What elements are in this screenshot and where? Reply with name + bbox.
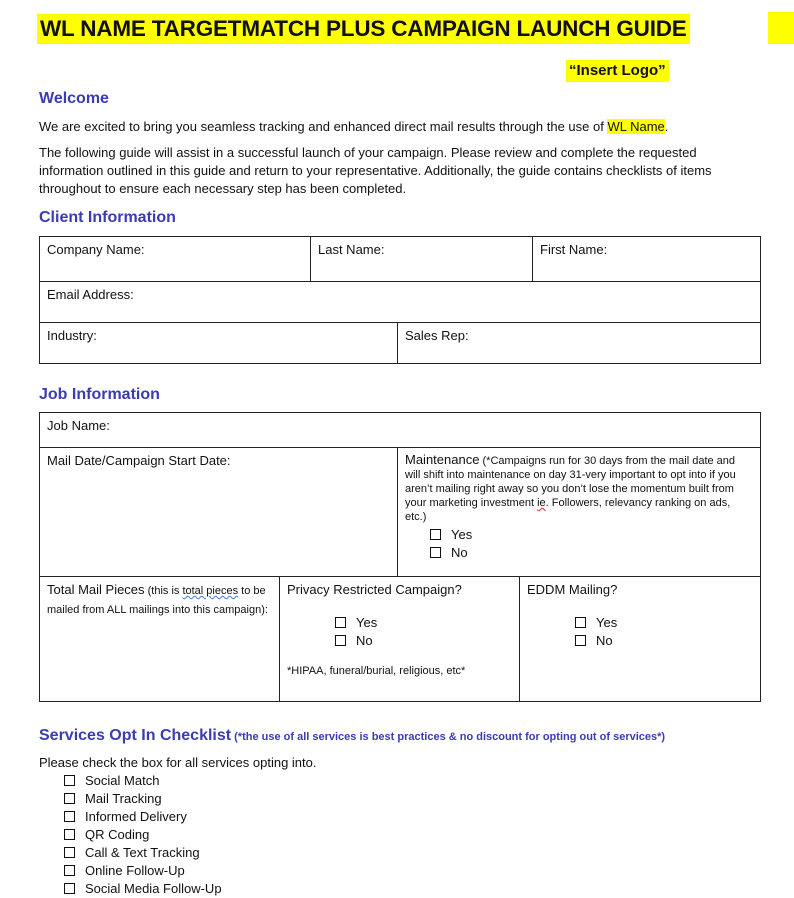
maintenance-yes-option[interactable] bbox=[430, 526, 753, 544]
mail-date-field[interactable]: Mail Date/Campaign Start Date: bbox=[40, 448, 398, 577]
service-label: Online Follow-Up bbox=[85, 863, 185, 878]
checkbox[interactable] bbox=[64, 811, 75, 822]
services-title: Services Opt In Checklist bbox=[39, 727, 232, 744]
maintenance-note-end: . Followers, relevancy ranking on ads, etc.) bbox=[405, 497, 731, 523]
service-option-call-text-tracking[interactable] bbox=[64, 844, 222, 862]
eddm-yes-option[interactable] bbox=[575, 614, 753, 632]
maintenance-label: Maintenance bbox=[405, 452, 480, 467]
service-label: QR Coding bbox=[85, 827, 150, 842]
option-label: No bbox=[596, 633, 613, 648]
job-name-field[interactable]: Job Name: bbox=[40, 413, 761, 448]
eddm-no-option[interactable] bbox=[575, 632, 753, 650]
last-name-field[interactable]: Last Name: bbox=[311, 237, 533, 282]
total-mail-note-end: to be mailed from ALL mailings into this campaign): bbox=[47, 585, 268, 616]
company-name-field[interactable]: Company Name: bbox=[40, 237, 311, 282]
page-title: WL NAME TARGETMATCH PLUS CAMPAIGN LAUNCH GUIDE bbox=[37, 14, 690, 44]
wl-name-highlight: WL Name bbox=[607, 119, 665, 134]
welcome-paragraph: The following guide will assist in a successful launch of your campaign. Please review and complete the requested information outlined in this guide and return to your representative. Additionally, the guide contains checklists of items throughout to ensure each necessary step has been completed. bbox=[39, 145, 712, 196]
checkbox[interactable] bbox=[64, 883, 75, 894]
service-option-online-follow-up[interactable] bbox=[64, 862, 222, 880]
privacy-yes-option[interactable] bbox=[335, 614, 512, 632]
welcome-heading: Welcome bbox=[39, 90, 109, 107]
checkbox[interactable] bbox=[430, 529, 441, 540]
eddm-label: EDDM Mailing? bbox=[527, 582, 618, 597]
checkbox[interactable] bbox=[64, 829, 75, 840]
services-checklist bbox=[64, 772, 222, 898]
service-label: Call & Text Tracking bbox=[85, 845, 200, 860]
checkbox[interactable] bbox=[64, 793, 75, 804]
checkbox[interactable] bbox=[335, 617, 346, 628]
total-mail-label: Total Mail Pieces bbox=[47, 582, 145, 597]
maintenance-note: (*Campaigns run for 30 days from the mail date and will shift into maintenance on day 31-very important to opt into if you aren’t mailing right away so you don’t lose the momentum built from your marketing investment bbox=[405, 455, 736, 509]
option-label: Yes bbox=[451, 527, 473, 542]
client-info-heading: Client Information bbox=[39, 209, 176, 226]
maintenance-description bbox=[405, 452, 753, 524]
services-heading bbox=[39, 727, 665, 745]
total-mail-note: (this is bbox=[144, 585, 183, 597]
service-label: Mail Tracking bbox=[85, 791, 162, 806]
privacy-no-option[interactable] bbox=[335, 632, 512, 650]
total-mail-pieces-field[interactable] bbox=[40, 577, 280, 702]
maintenance-no-option[interactable] bbox=[430, 544, 753, 562]
service-label: Informed Delivery bbox=[85, 809, 187, 824]
checkbox[interactable] bbox=[575, 635, 586, 646]
privacy-label: Privacy Restricted Campaign? bbox=[287, 582, 462, 597]
highlight-block bbox=[768, 12, 794, 44]
privacy-note: *HIPAA, funeral/burial, religious, etc* bbox=[287, 665, 466, 677]
option-label: No bbox=[356, 633, 373, 648]
service-label: Social Media Follow-Up bbox=[85, 881, 222, 896]
checkbox[interactable] bbox=[64, 775, 75, 786]
service-option-qr-coding[interactable] bbox=[64, 826, 222, 844]
maintenance-note-ie: ie bbox=[537, 497, 546, 509]
checkbox[interactable] bbox=[64, 847, 75, 858]
maintenance-cell bbox=[398, 448, 761, 577]
total-mail-note-emphasis: total pieces bbox=[182, 585, 239, 597]
checkbox[interactable] bbox=[575, 617, 586, 628]
option-label: Yes bbox=[596, 615, 618, 630]
services-instruction: Please check the box for all services opting into. bbox=[39, 755, 317, 770]
intro-suffix: . bbox=[664, 119, 669, 134]
job-info-heading: Job Information bbox=[39, 386, 160, 403]
service-option-mail-tracking[interactable] bbox=[64, 790, 222, 808]
option-label: Yes bbox=[356, 615, 378, 630]
services-note: (*the use of all services is best practices & no discount for opting out of services*) bbox=[231, 731, 666, 743]
sales-rep-field[interactable]: Sales Rep: bbox=[398, 323, 761, 364]
privacy-cell bbox=[280, 577, 520, 702]
intro-text: We are excited to bring you seamless tracking and enhanced direct mail results through the use of bbox=[39, 119, 608, 134]
client-info-table bbox=[39, 236, 761, 364]
first-name-field[interactable]: First Name: bbox=[533, 237, 761, 282]
service-option-informed-delivery[interactable] bbox=[64, 808, 222, 826]
service-option-social-media-follow-up[interactable] bbox=[64, 880, 222, 898]
option-label: No bbox=[451, 545, 468, 560]
checkbox[interactable] bbox=[335, 635, 346, 646]
checkbox[interactable] bbox=[64, 865, 75, 876]
service-label: Social Match bbox=[85, 773, 160, 788]
service-option-social-match[interactable] bbox=[64, 772, 222, 790]
email-field[interactable]: Email Address: bbox=[40, 282, 761, 323]
job-info-table bbox=[39, 412, 761, 702]
industry-field[interactable]: Industry: bbox=[40, 323, 398, 364]
eddm-cell bbox=[520, 577, 761, 702]
checkbox[interactable] bbox=[430, 547, 441, 558]
logo-placeholder: “Insert Logo” bbox=[566, 60, 669, 82]
welcome-intro bbox=[39, 118, 668, 136]
